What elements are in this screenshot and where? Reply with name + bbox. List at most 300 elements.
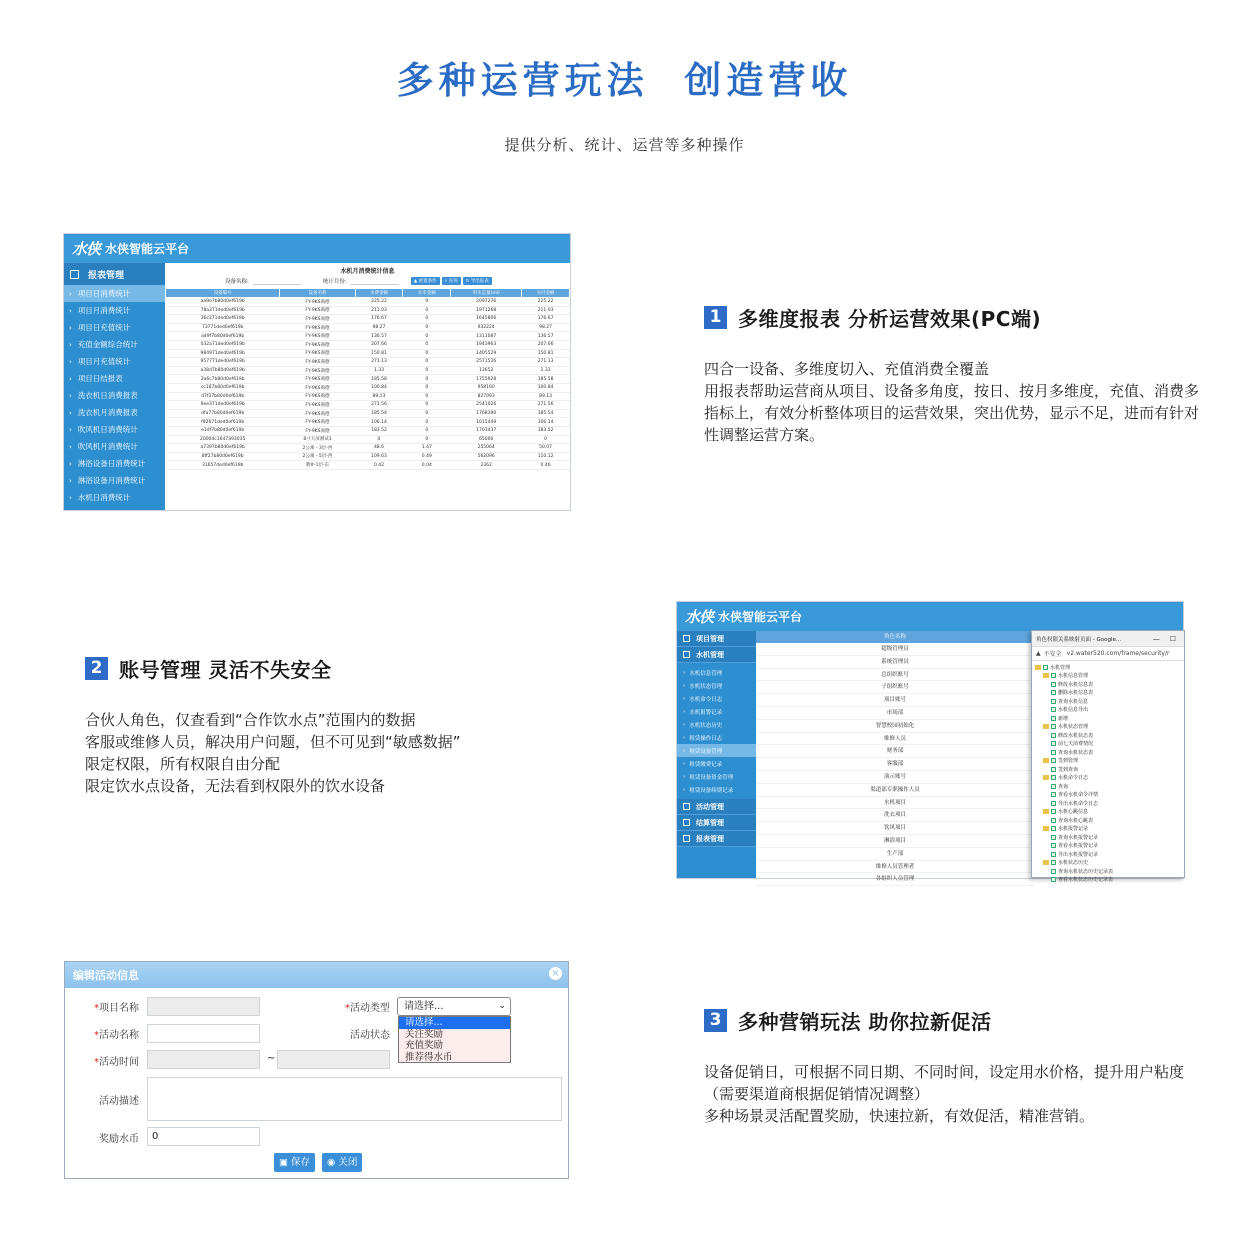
table-row[interactable] (166, 418, 570, 427)
project-input[interactable] (147, 997, 260, 1016)
table-row[interactable] (166, 452, 570, 461)
popup-title: 角色权限关系映射页面 - Google... (1036, 636, 1122, 643)
feature-2-line: 限定饮水点设备，无法看到权限外的饮水设备 (85, 777, 386, 795)
dropdown-option[interactable]: 推荐得水币 (405, 1051, 453, 1063)
close-icon[interactable]: × (549, 967, 562, 980)
page-title: 多种运营玩法 创造营收 (396, 59, 853, 102)
filter-device-label: 设备名称: (225, 279, 249, 285)
sidebar-item[interactable] (64, 319, 165, 336)
role-row[interactable]: 市场部 (756, 707, 1034, 720)
checkbox[interactable] (1051, 792, 1056, 797)
table-cell: 2公寓 - 3层-西 (280, 444, 355, 453)
tree-node[interactable] (1032, 714, 1184, 723)
table-cell: 032a71ded0ef619b (166, 340, 280, 349)
filter-month-input[interactable] (351, 278, 399, 285)
column-header[interactable]: 水费金额 (355, 289, 403, 298)
tree-node-label: 签到管理 (1058, 758, 1079, 765)
start-time-input[interactable] (147, 1050, 260, 1069)
sidebar-item[interactable] (64, 421, 165, 438)
sidebar-head-report[interactable]: 报表管理 (64, 263, 165, 285)
checkbox[interactable] (1051, 673, 1056, 678)
dropdown-option[interactable]: 充值奖励 (405, 1040, 444, 1051)
feature-2-line: 限定权限，所有权限自由分配 (85, 755, 281, 773)
role-row[interactable]: 演示账号 (756, 771, 1034, 784)
close-circle-icon: ◉ (327, 1157, 339, 1168)
tree-node[interactable] (1032, 697, 1184, 706)
time-separator: ~ (267, 1053, 276, 1064)
checkbox[interactable] (1051, 775, 1056, 780)
page-subtitle: 提供分析、统计、运营等多种操作 (504, 136, 745, 154)
minimize-icon[interactable]: — (1152, 634, 1160, 643)
reset-button[interactable]: ▲ 重置条件 (411, 277, 440, 285)
sidebar-item[interactable] (64, 302, 165, 319)
sidebar-item-label: 水机日消费统计 (77, 493, 131, 502)
table-row[interactable] (166, 392, 570, 401)
table-cell: 9ee371ded0ef619b (166, 401, 280, 410)
dropdown-option[interactable]: 请选择... (399, 1017, 510, 1029)
sidebar-item[interactable] (64, 336, 165, 353)
report-filters (165, 274, 570, 288)
sidebar-item-label: 项目月充值统计 (77, 357, 131, 366)
tree-node[interactable] (1032, 680, 1184, 689)
table-row[interactable] (166, 358, 570, 367)
role-row[interactable]: 维修人员管理者 (756, 861, 1034, 874)
tree-node[interactable] (1032, 867, 1184, 876)
table-row[interactable] (166, 444, 570, 453)
table-cell: FY-9KS商德 (280, 401, 355, 410)
table-cell: 211.03 (355, 306, 403, 315)
feature-3-line: 设备促销日，可根据不同日期、不同时间，设定用水价格，提升用户粘度（需要渠道商根据促销情况调整） (704, 1063, 1185, 1103)
tree-node-label: 查询 (1058, 783, 1069, 790)
table-cell: 1943963 (451, 340, 522, 349)
filter-month-label: 统计月份: (322, 279, 347, 285)
filter-device-input[interactable] (253, 278, 301, 285)
chevron-right-icon: › (69, 408, 72, 417)
chevron-right-icon: › (69, 323, 72, 332)
table-cell: 185.54 (355, 409, 403, 418)
checkbox[interactable] (1051, 733, 1056, 738)
table-cell: dfa77b80d0ef619b (166, 409, 280, 418)
checkbox[interactable] (1051, 809, 1056, 814)
checkbox[interactable] (1051, 724, 1056, 729)
table-row[interactable] (166, 401, 570, 410)
tree-node-label: 修改水机状态表 (1058, 732, 1094, 739)
role-row[interactable]: 渠道部专职操作人员 (756, 784, 1034, 797)
role-row[interactable]: 洗衣项目 (756, 809, 1034, 822)
column-header[interactable]: 设备编号 (166, 289, 280, 298)
role-row[interactable]: 客服部 (756, 758, 1034, 771)
sidebar-item-label: 租赁设备资金管理 (689, 774, 734, 781)
table-cell: 0 (403, 358, 451, 367)
table-cell: 109.63 (355, 452, 403, 461)
tree-node[interactable] (1032, 706, 1184, 715)
role-row[interactable]: 财务部 (756, 745, 1034, 758)
table-cell: 13652 (451, 366, 522, 375)
table-cell: FY-9KS商德 (280, 306, 355, 315)
chevron-down-icon: ⌄ (498, 1001, 506, 1011)
tree-node[interactable] (1032, 791, 1184, 800)
table-cell: a38d7b80d0ef619b (166, 366, 280, 375)
tree-node[interactable] (1032, 748, 1184, 757)
table-cell: 110.12 (522, 452, 570, 461)
checkbox[interactable] (1051, 750, 1056, 755)
table-cell: FY-9KS商德 (280, 392, 355, 401)
table-cell: FY-9KS商德 (280, 340, 355, 349)
tree-node-label: 签到查询 (1058, 766, 1079, 773)
tree-node[interactable] (1032, 765, 1184, 774)
role-column-header: 角色名称 (756, 631, 1034, 643)
feature-3 (704, 1007, 1204, 1127)
checkbox[interactable] (1043, 665, 1048, 670)
feature-1-line: 用报表帮助运营商从项目、设备多角度，按日、按月多维度，充值、消费多指标上，有效分析整体项目的运营效果，突出优势，显示不足，进而有针对性调整运营方案。 (704, 382, 1200, 444)
tree-node-label: 水机管理 (1050, 664, 1071, 671)
checkbox[interactable] (1051, 690, 1056, 695)
chevron-right-icon: › (69, 493, 72, 502)
clipboard-icon (70, 270, 79, 279)
table-cell: 185.54 (522, 409, 570, 418)
role-row[interactable]: 生产部 (756, 848, 1034, 861)
table-cell: 211.03 (522, 306, 570, 315)
table-cell: 8ff27b80d0ef619b (166, 452, 280, 461)
table-cell: 78a371ded0ef619b (166, 306, 280, 315)
table-cell: 1405529 (451, 349, 522, 358)
report-table (165, 288, 570, 470)
checkbox[interactable] (1051, 682, 1056, 687)
role-row[interactable]: 项目账号 (756, 694, 1034, 707)
table-row[interactable] (166, 461, 570, 470)
permission-sidebar (677, 631, 756, 878)
feature-2-number: 2 (85, 657, 108, 680)
role-row[interactable]: 总组织账号 (756, 669, 1034, 682)
sidebar-item[interactable] (64, 489, 165, 506)
table-cell: 2362 (451, 461, 522, 470)
table-cell: 271.13 (355, 358, 403, 367)
table-cell: 958160 (451, 383, 522, 392)
sidebar-item[interactable] (64, 370, 165, 387)
tree-node-label: 水机信息管理 (1058, 673, 1089, 680)
folder-icon (1043, 826, 1049, 831)
end-time-input[interactable] (277, 1050, 390, 1069)
table-cell: 0 (403, 332, 451, 341)
tree-node[interactable] (1032, 782, 1184, 791)
table-cell: 8寸大屏测试3 (280, 435, 355, 444)
report-sidebar (64, 263, 165, 510)
role-row[interactable]: 饮风项目 (756, 822, 1034, 835)
sidebar-item[interactable] (64, 404, 165, 421)
checkbox[interactable] (1051, 869, 1056, 874)
sidebar-item-label: 项目日消费统计 (77, 289, 131, 298)
column-header[interactable]: 设备名称 (280, 289, 355, 298)
tree-node[interactable] (1032, 859, 1184, 868)
checkbox[interactable] (1051, 767, 1056, 772)
table-cell: 183.52 (522, 426, 570, 435)
sidebar-item[interactable] (677, 666, 756, 679)
coin-input[interactable]: 0 (147, 1127, 260, 1146)
desc-label: 活动描述 (99, 1096, 139, 1107)
sidebar-item[interactable] (64, 285, 165, 302)
sidebar-item[interactable] (677, 744, 756, 757)
feature-2-line: 客服或维修人员，解决用户问题，但不可见到“敏感数据” (85, 733, 461, 751)
tree-node-label: 查询水机状态表 (1058, 749, 1094, 756)
tree-node[interactable] (1032, 740, 1184, 749)
table-cell: 0 (522, 435, 570, 444)
table-row[interactable] (166, 383, 570, 392)
table-cell: 207.66 (522, 340, 570, 349)
sidebar-item-label: 租赁操作日志 (689, 735, 723, 742)
sidebar-group-water[interactable]: 水机管理 (677, 647, 756, 663)
chevron-right-icon: › (69, 289, 72, 298)
table-row[interactable] (166, 375, 570, 384)
table-cell: 185.58 (355, 375, 403, 384)
sidebar-item[interactable] (677, 679, 756, 692)
sidebar-item[interactable] (64, 353, 165, 370)
table-row[interactable] (166, 435, 570, 444)
tree-node[interactable] (1032, 808, 1184, 817)
sidebar-group-report[interactable]: 报表管理 (677, 831, 756, 847)
dropdown-option[interactable]: 关注奖励 (405, 1028, 444, 1040)
checkbox[interactable] (1051, 818, 1056, 823)
table-cell: aa9e7b80d0ef619b (166, 298, 280, 307)
table-cell: 827093 (451, 392, 522, 401)
table-cell: 225.22 (355, 298, 403, 307)
dialog-title: 编辑活动信息 (65, 962, 568, 988)
folder-icon (1043, 673, 1049, 678)
tree-node[interactable] (1032, 689, 1184, 698)
role-row[interactable]: 淋浴项目 (756, 835, 1034, 848)
chevron-right-icon: › (69, 357, 72, 366)
checkbox[interactable] (1051, 843, 1056, 848)
sidebar-item[interactable] (64, 455, 165, 472)
table-cell: 2097276 (451, 298, 522, 307)
tree-node-label: 导出水机命令日志 (1058, 800, 1099, 807)
warning-icon: ▲ (1036, 650, 1041, 657)
tree-node[interactable] (1032, 799, 1184, 808)
tree-node[interactable] (1032, 816, 1184, 825)
chevron-right-icon: › (69, 459, 72, 468)
table-cell: 0 (403, 426, 451, 435)
table-cell: 106.14 (522, 418, 570, 427)
chevron-right-icon: › (69, 306, 72, 315)
table-cell: FY-9KS商德 (280, 315, 355, 324)
checkbox[interactable] (1051, 707, 1056, 712)
table-row[interactable] (166, 298, 570, 307)
chevron-right-icon: › (683, 695, 686, 702)
tree-node[interactable] (1032, 850, 1184, 859)
checkbox[interactable] (1051, 741, 1056, 746)
popup-titlebar (1032, 631, 1184, 647)
feature-2-title: 账号管理 灵活不失安全 (119, 657, 332, 682)
tree-node-label: 水机状态历史 (1058, 860, 1089, 867)
table-row[interactable] (166, 332, 570, 341)
table-cell: 50.07 (522, 444, 570, 453)
chevron-right-icon: › (69, 391, 72, 400)
table-cell: 教#-1层-东 (280, 461, 355, 470)
sidebar-item[interactable] (677, 705, 756, 718)
checkbox[interactable] (1051, 877, 1056, 882)
list-icon (683, 635, 690, 642)
close-button[interactable]: ◉ 关闭 (322, 1153, 362, 1172)
money-icon (683, 819, 690, 826)
role-row[interactable]: 系统管理员 (756, 656, 1034, 669)
sidebar-group-settlement[interactable]: 结算管理 (677, 815, 756, 831)
table-cell: 957771ded0ef619b (166, 358, 280, 367)
chevron-right-icon: › (683, 669, 686, 676)
sidebar-group-project[interactable]: 项目管理 (677, 631, 756, 647)
checkbox[interactable] (1051, 860, 1056, 865)
table-row[interactable] (166, 349, 570, 358)
table-cell: 0 (403, 409, 451, 418)
table-cell: a49f7b80d0ef619b (166, 332, 280, 341)
folder-icon (1043, 758, 1049, 763)
tree-node-label: 修改水机信息表 (1058, 681, 1094, 688)
tree-node[interactable] (1032, 774, 1184, 783)
table-cell: 0 (355, 435, 403, 444)
sidebar-item-label: 项目日结报表 (77, 374, 123, 383)
role-row[interactable]: 超级管理员 (756, 643, 1034, 656)
tree-node[interactable] (1032, 757, 1184, 766)
feature-3-number: 3 (704, 1009, 727, 1032)
checkbox[interactable] (1051, 699, 1056, 704)
brand-logo: 水侠 (685, 608, 714, 626)
table-cell: 0.46 (522, 461, 570, 470)
checkbox[interactable] (1051, 835, 1056, 840)
brand-logo: 水侠 (72, 240, 101, 258)
maximize-icon[interactable]: ☐ (1169, 634, 1176, 643)
checkbox[interactable] (1051, 784, 1056, 789)
table-cell: 562096 (451, 452, 522, 461)
table-cell: 0 (403, 418, 451, 427)
tree-node[interactable] (1032, 672, 1184, 681)
table-cell: 1.33 (355, 366, 403, 375)
sidebar-item-label: 项目日充值统计 (77, 323, 131, 332)
sidebar-item[interactable] (64, 472, 165, 489)
feature-3-title: 多种营销玩法 助你拉新促活 (738, 1009, 992, 1034)
save-button[interactable]: ▣ 保存 (274, 1153, 315, 1172)
table-row[interactable] (166, 426, 570, 435)
table-row[interactable] (166, 409, 570, 418)
table-cell: FY-9KS商德 (280, 298, 355, 307)
sidebar-item-label: 吹风机日消费统计 (77, 425, 138, 434)
table-row[interactable] (166, 366, 570, 375)
sidebar-item-label: 充值金额综合统计 (77, 340, 138, 349)
coin-label: 奖励水币 (99, 1134, 139, 1145)
folder-icon (1043, 860, 1049, 865)
chevron-right-icon: › (683, 786, 686, 793)
sidebar-group-activity[interactable]: 活动管理 (677, 799, 756, 815)
export-button[interactable]: ↻ 导出报表 (463, 277, 492, 285)
table-cell: 73771ded0ef619b (166, 323, 280, 332)
table-cell: 1645806 (451, 315, 522, 324)
role-row[interactable]: 各组织人员管理 (756, 873, 1034, 886)
table-cell: 271.56 (522, 401, 570, 410)
sidebar-item[interactable] (64, 387, 165, 404)
role-list (756, 631, 1034, 883)
name-input[interactable] (147, 1024, 260, 1043)
sidebar-item-label: 洗衣机月消费报表 (77, 408, 138, 417)
table-cell: 36c371ded0ef619b (166, 315, 280, 324)
tree-node[interactable] (1032, 723, 1184, 732)
table-row[interactable] (166, 306, 570, 315)
column-header[interactable]: 水币金额 (403, 289, 451, 298)
chevron-right-icon: › (69, 340, 72, 349)
tree-node[interactable] (1032, 663, 1184, 672)
table-cell: 2541026 (451, 401, 522, 410)
tree-node[interactable] (1032, 876, 1184, 885)
sidebar-item[interactable] (64, 438, 165, 455)
feature-2-line: 合伙人角色，仅查看到“合作饮水点”范围内的数据 (85, 711, 416, 729)
role-row[interactable]: 智慧校园初始化 (756, 720, 1034, 733)
table-row[interactable] (166, 315, 570, 324)
column-header[interactable]: 用水总量(ml) (451, 289, 522, 298)
table-cell: 0 (403, 366, 451, 375)
role-row[interactable]: 维修人员 (756, 733, 1034, 746)
tree-node[interactable] (1032, 833, 1184, 842)
clipboard-icon (683, 835, 690, 842)
tree-node[interactable] (1032, 825, 1184, 834)
table-cell: FY-9KS商德 (280, 418, 355, 427)
checkbox[interactable] (1051, 801, 1056, 806)
tree-node[interactable] (1032, 842, 1184, 851)
table-cell: cc187b80d0ef619b (166, 383, 280, 392)
type-dropdown (398, 1016, 511, 1063)
table-row[interactable] (166, 323, 570, 332)
table-cell: 1.33 (522, 366, 570, 375)
table-cell: 150.81 (522, 349, 570, 358)
column-header[interactable]: 实付金额 (522, 289, 570, 298)
table-cell: 0 (403, 383, 451, 392)
app-title: 水侠智能云平台 (718, 610, 803, 624)
table-cell: FY-9KS商德 (280, 375, 355, 384)
sidebar-item[interactable] (677, 757, 756, 770)
table-cell: 0 (403, 375, 451, 384)
sidebar-item-label: 租赁设备管理 (689, 748, 723, 755)
query-button[interactable]: ⌕ 查询 (442, 277, 461, 285)
tree-node-label: 新增 (1058, 715, 1069, 722)
popup-address-bar[interactable]: ▲ 不安全 v2.water520.com/frame/security/r (1032, 647, 1184, 661)
sidebar-item[interactable] (677, 783, 756, 796)
sidebar-item-label: 租赁设备续期记录 (689, 787, 734, 794)
table-row[interactable] (166, 340, 570, 349)
table-cell: 1015449 (451, 418, 522, 427)
checkbox[interactable] (1051, 758, 1056, 763)
sidebar-item[interactable] (677, 731, 756, 744)
table-cell: 48.6 (355, 444, 403, 453)
checkbox[interactable] (1051, 716, 1056, 721)
checkbox[interactable] (1051, 826, 1056, 831)
feature-1-title: 多维度报表 分析运营效果(PC端) (738, 306, 1042, 331)
tree-node-label: 查看水机状态历史记录表 (1058, 877, 1114, 884)
sidebar-item-label: 淋浴设备月消费统计 (77, 476, 146, 485)
table-cell: 2公寓 - 5层-西 (280, 452, 355, 461)
role-row[interactable]: 水机项目 (756, 797, 1034, 810)
checkbox[interactable] (1051, 852, 1056, 857)
sidebar-item[interactable] (677, 770, 756, 783)
table-cell: FY-9KS商德 (280, 383, 355, 392)
desc-textarea[interactable] (147, 1077, 562, 1121)
table-cell: 1.47 (403, 444, 451, 453)
table-cell: 1755928 (451, 375, 522, 384)
table-cell: 98.27 (355, 323, 403, 332)
report-title: 水机月消费统计信息 (340, 268, 395, 275)
role-row[interactable]: 子组织账号 (756, 681, 1034, 694)
sidebar-item[interactable] (677, 692, 756, 705)
folder-icon (1043, 724, 1049, 729)
tree-node[interactable] (1032, 731, 1184, 740)
chevron-right-icon: › (683, 721, 686, 728)
sidebar-item[interactable] (677, 718, 756, 731)
chevron-right-icon: › (69, 442, 72, 451)
type-select[interactable]: 请选择... ⌄ (397, 997, 511, 1016)
